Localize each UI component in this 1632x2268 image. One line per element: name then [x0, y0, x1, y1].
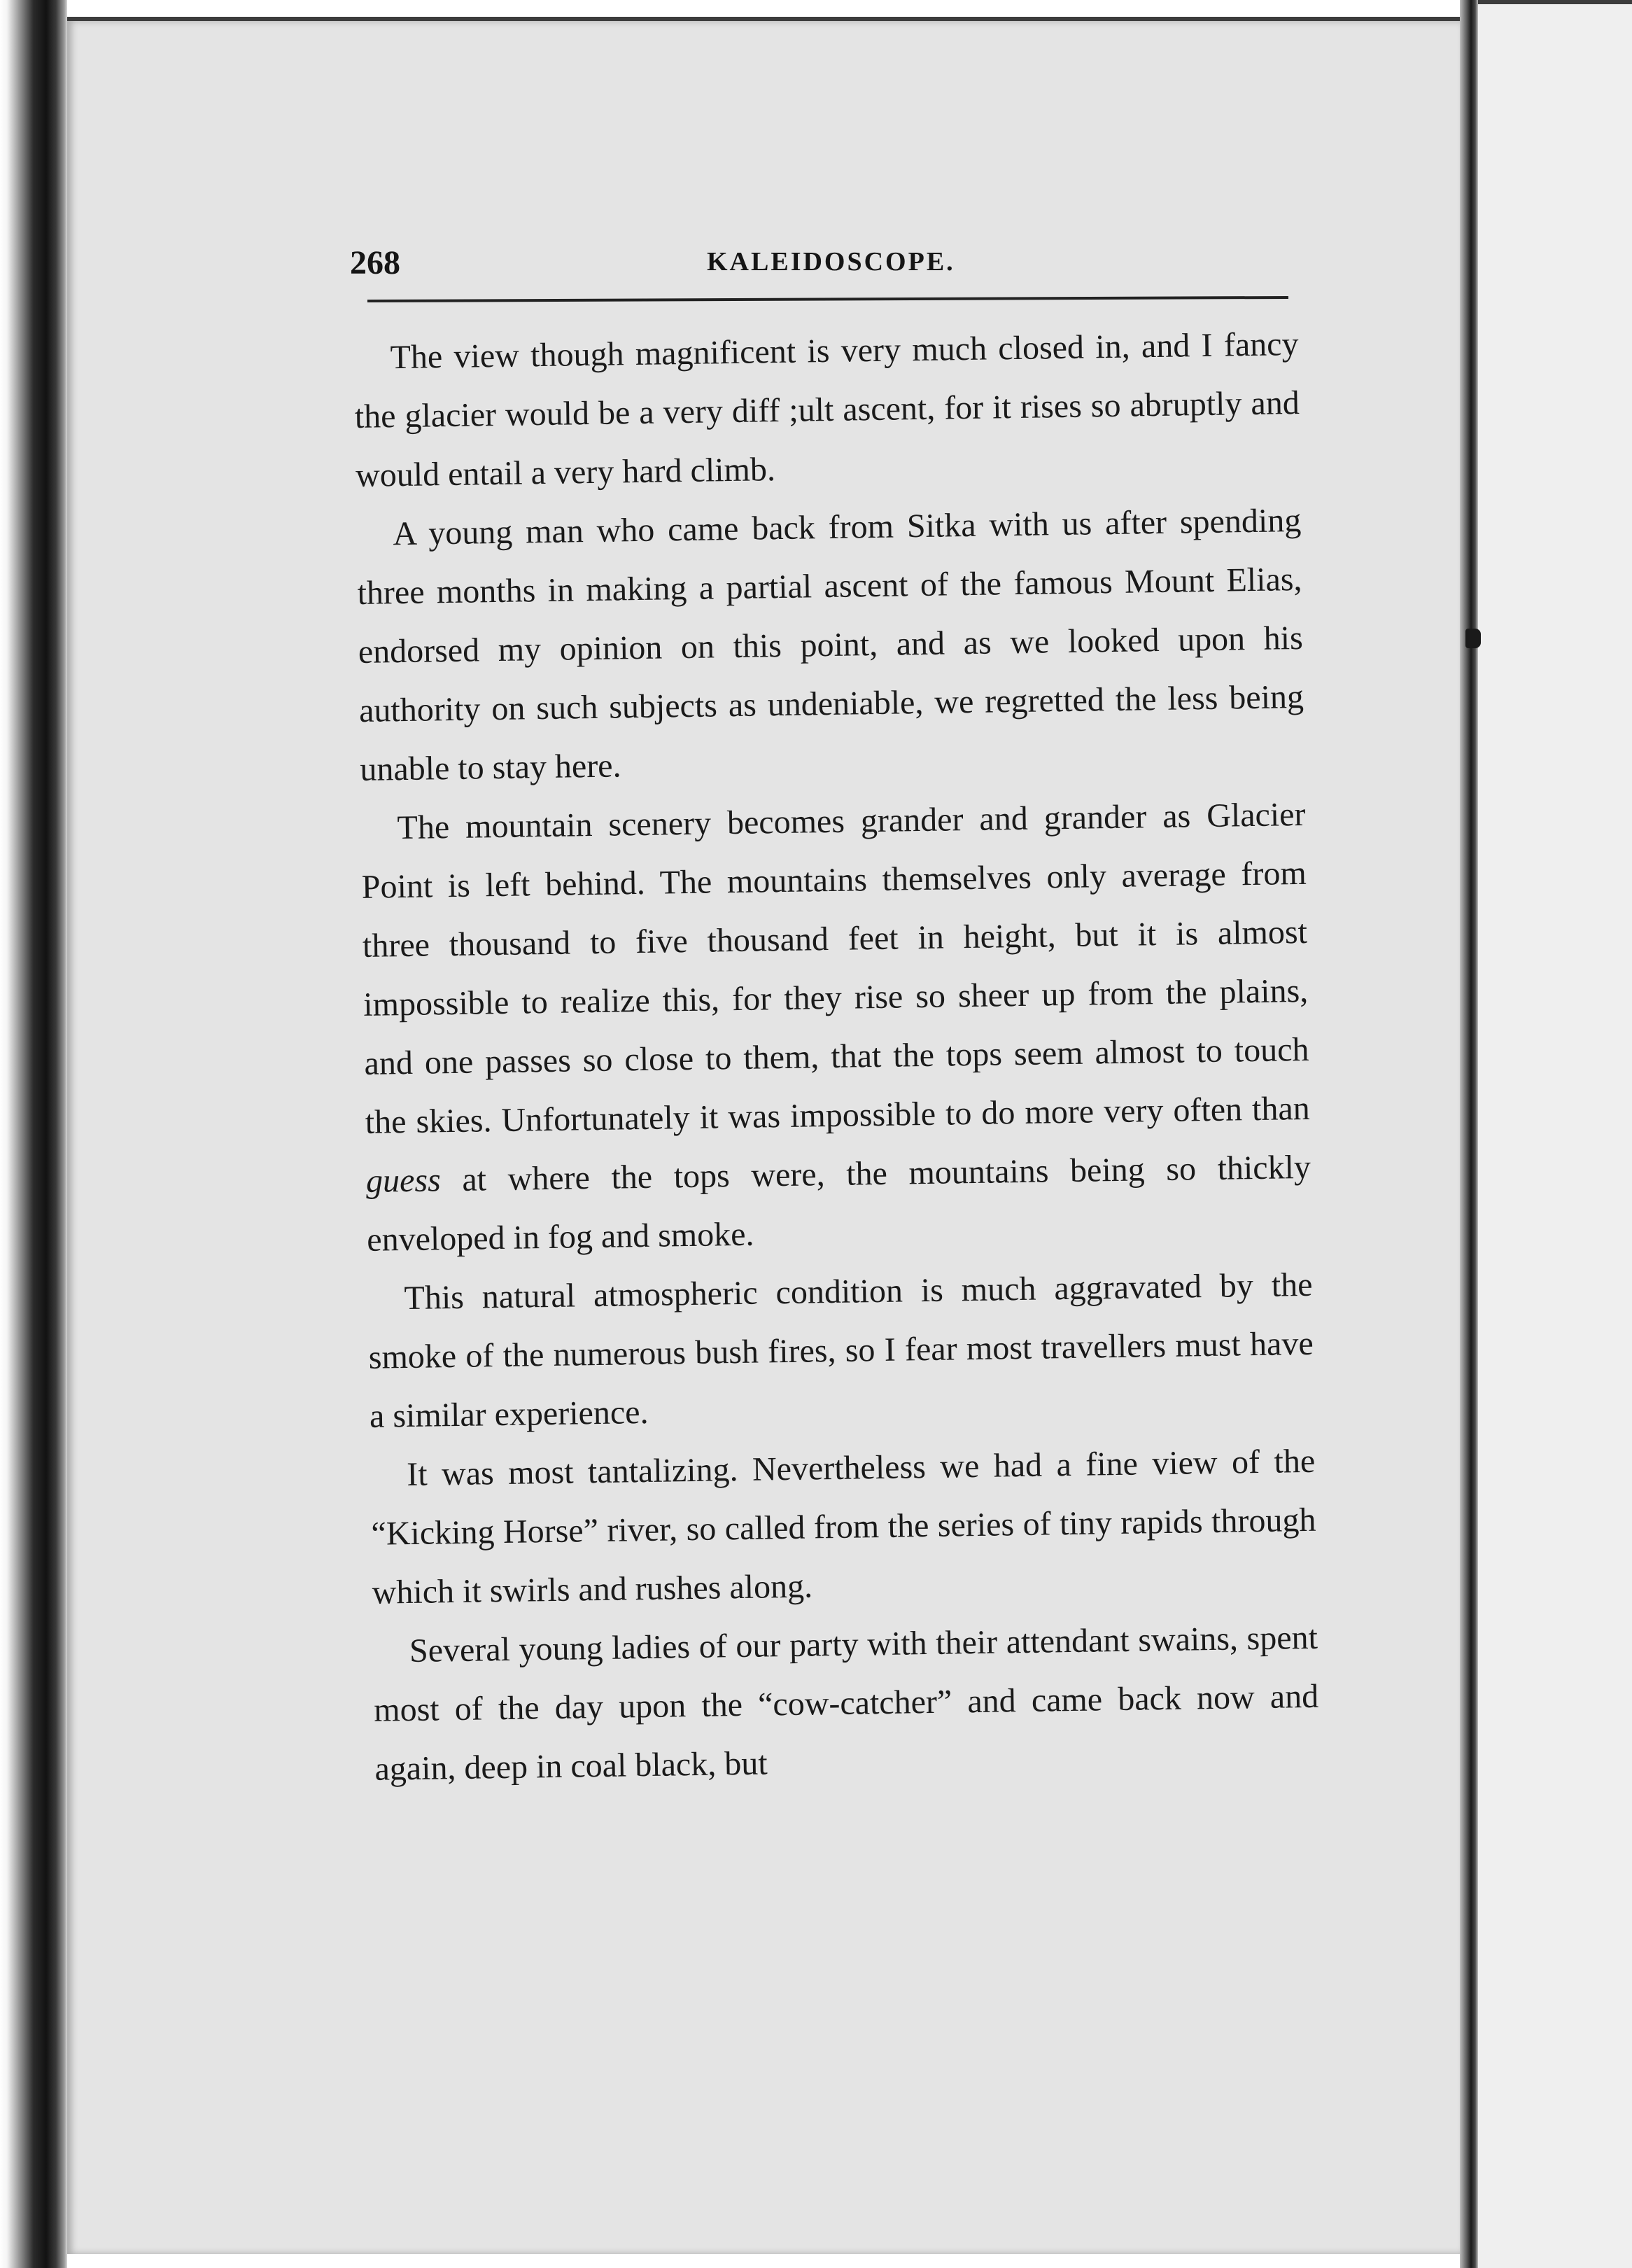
paragraph: This natural atmospheric condition is much aggravated by the smoke of the numerous bush fires, so I fear most travellers must have a similar experience. — [368, 1266, 1314, 1435]
running-head: KALEIDOSCOPE. — [707, 247, 955, 276]
italic-word: guess — [365, 1161, 442, 1200]
paragraph: It was most tantalizing. Nevertheless we had a fine view of the “Kicking Horse” river, so called from the series of tiny rapids through which it swirls and rushes along. — [371, 1442, 1316, 1611]
margin-ink-mark — [1465, 629, 1481, 648]
page-number: 268 — [350, 244, 400, 281]
paragraph: The view though magnificent is very much closed in, and I fancy the glacier would be a very diff ;ult ascent, for it rises so abruptly and would entail a very hard climb. — [354, 325, 1300, 494]
paragraph — [360, 785, 1312, 1270]
book-binding-edge — [0, 0, 67, 2268]
next-page-edge — [1478, 0, 1632, 2268]
page-body — [353, 315, 1320, 1799]
paragraph-text: The mountain scenery becomes grander and grander as Glacier Point is left behind. The mountains themselves only average from three thousand to five thousand feet in height, but it is almost impossible to realize this, for they rise so sheer up from the plains, and one passes so close to them, that the tops seem almost to touch the skies. Unfortunately it was impossible to do more very often than — [361, 795, 1311, 1141]
paragraph: A young man who came back from Sitka with us after spending three months in making a partial ascent of the famous Mount Elias, endorsed my opinion on this point, and as we looked upon his authority on such subjects as undeniable, we regretted the less being unable to stay here. — [357, 501, 1304, 788]
paragraph: Several young ladies of our party with their attendant swains, spent most of the day upon the “cow-catcher” and came back now and again, deep in coal black, but — [373, 1618, 1319, 1788]
page-gutter — [1460, 0, 1478, 2268]
paragraph-text-continued: at where the tops were, the mountains being so thickly enveloped in fog and smoke. — [366, 1148, 1311, 1259]
